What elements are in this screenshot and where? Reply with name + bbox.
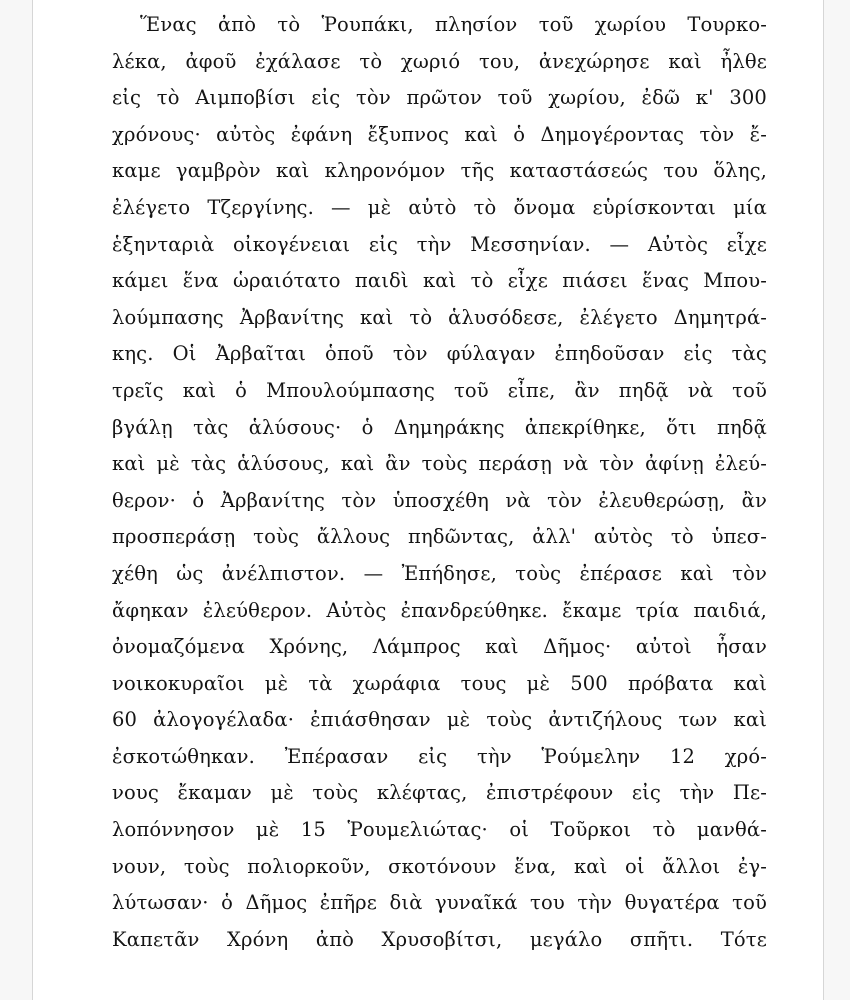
text-line: καὶ μὲ τὰς ἁλύσους, καὶ ἂν τοὺς περάσῃ νὰ τὸν ἀφίνῃ ἐλεύ- [112, 452, 767, 476]
text-line: βγάλῃ τὰς ἁλύσους· ὁ Δημηράκης ἀπεκρίθηκε, ὅτι πηδᾷ [112, 415, 767, 439]
text-line: ἐλέγετο Τζεργίνης. — μὲ αὐτὸ τὸ ὄνομα εὑρίσκονται μία [112, 195, 767, 219]
text-line: λοπόννησον μὲ 15 Ῥουμελιώτας· οἱ Τοῦρκοι τὸ μανθά- [112, 818, 767, 842]
text-line: 60 ἀλογογέλαδα· ἐπιάσθησαν μὲ τοὺς ἀντιζήλους των καὶ [112, 708, 767, 732]
text-line: λούμπασης Ἀρβανίτης καὶ τὸ ἁλυσόδεσε, ἐλέγετο Δημητρά- [112, 305, 767, 329]
text-line: κης. Οἱ Ἀρβαῖται ὁποῦ τὸν φύλαγαν ἐπηδοῦσαν εἰς τὰς [112, 342, 767, 366]
text-line: νους ἔκαμαν μὲ τοὺς κλέφτας, ἐπιστρέφουν εἰς τὴν Πε- [112, 781, 767, 805]
text-line: θερον· ὁ Ἀρβανίτης τὸν ὑποσχέθη νὰ τὸν ἐλευθερώσῃ, ἂν [112, 488, 767, 512]
text-line: καμε γαμβρὸν καὶ κληρονόμον τῆς καταστάσεώς του ὅλης, [112, 159, 767, 183]
text-line: χρόνους· αὐτὸς ἐφάνη ἔξυπνος καὶ ὁ Δημογέροντας τὸν ἔ- [112, 122, 767, 146]
text-line: Ἕνας ἀπὸ τὸ Ῥουπάκι, πλησίον τοῦ χωρίου Τουρκο- [140, 13, 767, 36]
text-line: τρεῖς καὶ ὁ Μπουλούμπασης τοῦ εἶπε, ἂν πηδᾷ νὰ τοῦ [112, 378, 767, 402]
text-line: εἰς τὸ Αιμποβίσι εἰς τὸν πρῶτον τοῦ χωρίου, ἐδῶ κ' 300 [112, 86, 767, 110]
text-line: νοικοκυραῖοι μὲ τὰ χωράφια τους μὲ 500 πρόβατα καὶ [112, 671, 767, 695]
text-line: ἐσκοτώθηκαν. Ἐπέρασαν εἰς τὴν Ῥούμελην 12 χρό- [112, 744, 767, 768]
text-line: ἄφηκαν ἐλεύθερον. Αὐτὸς ἐπανδρεύθηκε. ἔκαμε τρία παιδιά, [112, 598, 767, 622]
right-margin-strip [823, 0, 850, 1000]
text-line: ὀνομαζόμενα Χρόνης, Λάμπρος καὶ Δῆμος· αὐτοὶ ἦσαν [112, 635, 767, 659]
text-line: νουν, τοὺς πολιορκοῦν, σκοτόνουν ἕνα, καὶ οἱ ἄλλοι ἐγ- [112, 854, 767, 878]
text-line: λέκα, ἀφοῦ ἐχάλασε τὸ χωριό του, ἀνεχώρησε καὶ ἦλθε [112, 49, 767, 73]
text-line: λύτωσαν· ὁ Δῆμος ἐπῆρε διὰ γυναῖκά του τὴν θυγατέρα τοῦ [112, 891, 767, 915]
left-margin-strip [0, 0, 33, 1000]
text-line: προσπεράσῃ τοὺς ἄλλους πηδῶντας, ἀλλ' αὐτὸς τὸ ὑπεσ- [112, 525, 767, 549]
text-line: χέθη ὡς ἀνέλπιστον. — Ἐπήδησε, τοὺς ἐπέρασε καὶ τὸν [112, 561, 767, 585]
body-text [112, 7, 767, 958]
text-line: κάμει ἕνα ὡραιότατο παιδὶ καὶ τὸ εἶχε πιάσει ἕνας Μπου- [112, 269, 767, 293]
text-line: ἑξηνταριὰ οἰκογένειαι εἰς τὴν Μεσσηνίαν. — Αὐτὸς εἶχε [112, 232, 767, 256]
text-line: Καπετᾶν Χρόνη ἀπὸ Χρυσοβίτσι, μεγάλο σπῆτι. Τότε [112, 927, 767, 951]
